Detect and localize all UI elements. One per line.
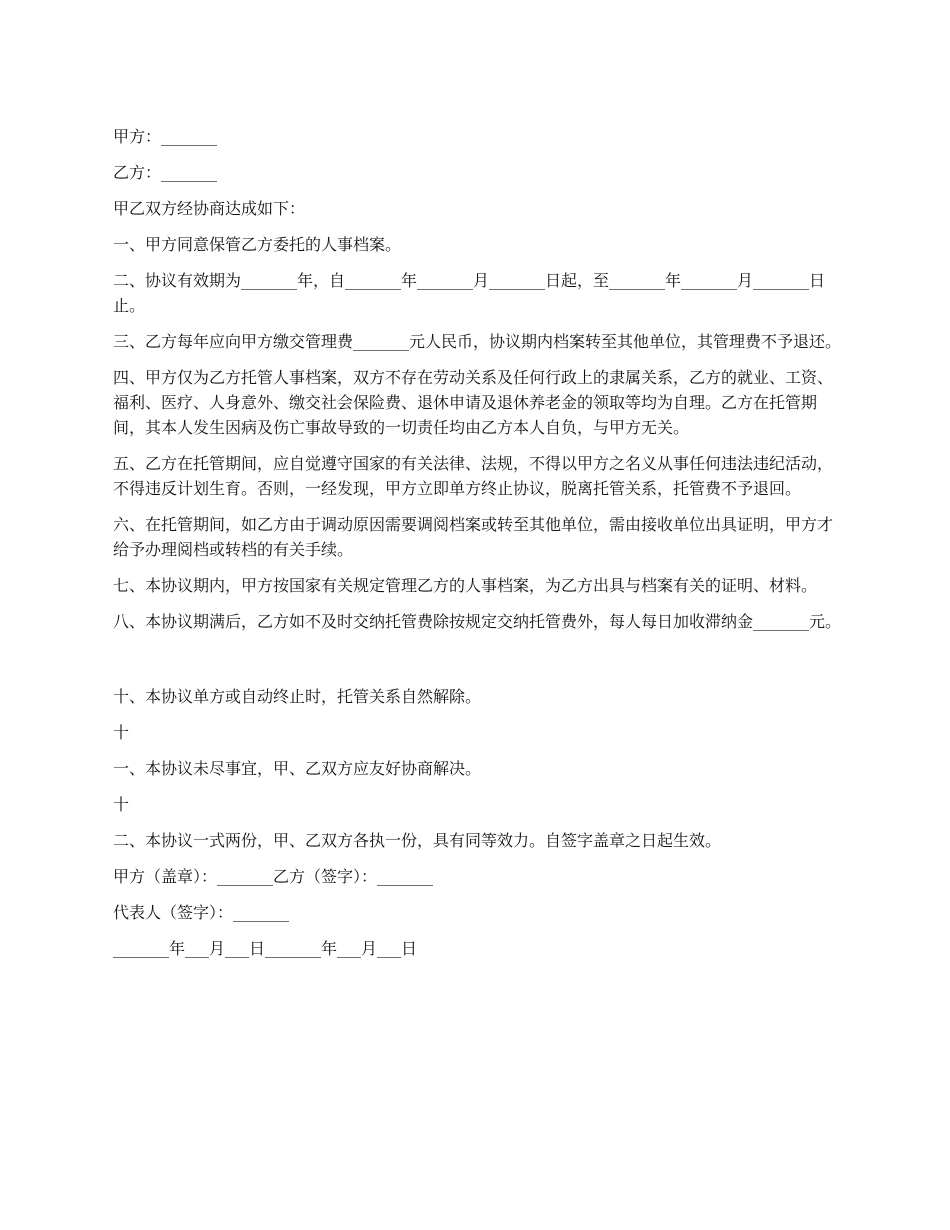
clause-7: 七、本协议期内，甲方按国家有关规定管理乙方的人事档案，为乙方出具与档案有关的证明、材料。 — [113, 576, 818, 595]
blank-gap — [113, 645, 841, 684]
party-a-line: 甲方：_______ — [113, 127, 218, 146]
clause-4: 四、甲方仅为乙方托管人事档案，双方不存在劳动关系及任何行政上的隶属关系，乙方的就业、工资、福利、医疗、人身意外、缴交社会保险费、退休申请及退休养老金的领取等均为自理。乙方在托管期间，其本人发生因病及伤亡事故导致的一切责任均由乙方本人自负，与甲方无关。 — [113, 368, 834, 437]
date-line: _______年___月___日_______年___月___日 — [113, 939, 418, 958]
clause-10: 十、本协议单方或自动终止时，托管关系自然解除。 — [113, 687, 482, 706]
clause-11: 一、本协议未尽事宜，甲、乙双方应友好协商解决。 — [113, 759, 482, 778]
party-b-line: 乙方：_______ — [113, 163, 218, 182]
clause-6: 六、在托管期间，如乙方由于调动原因需要调阅档案或转至其他单位，需由接收单位出具证明，甲方才给予办理阅档或转档的有关手续。 — [113, 515, 834, 559]
clause-2: 二、协议有效期为_______年，自_______年_______月_______日起，至_______年_______月_______日止。 — [113, 271, 826, 315]
signature-line: 甲方（盖章）：_______乙方（签字）：_______ — [113, 867, 434, 886]
clause-3: 三、乙方每年应向甲方缴交管理费_______元人民币，协议期内档案转至其他单位，其管理费不予退还。 — [113, 332, 842, 351]
clause-12: 二、本协议一式两份，甲、乙双方各执一份，具有同等效力。自签字盖章之日起生效。 — [113, 831, 722, 850]
clause-5: 五、乙方在托管期间，应自觉遵守国家的有关法律、法规，不得以甲方之名义从事任何违法违纪活动，不得违反计划生育。否则，一经发现，甲方立即单方终止协议，脱离托管关系，托管费不予退回。 — [113, 454, 834, 498]
agreement-intro: 甲乙双方经协商达成如下： — [113, 199, 306, 218]
clause-8: 八、本协议期满后，乙方如不及时交纳托管费除按规定交纳托管费外，每人每日加收滞纳金_______元。 — [113, 612, 842, 631]
contract-document — [113, 124, 841, 972]
clause-11-prefix: 十 — [113, 723, 130, 742]
clause-1: 一、甲方同意保管乙方委托的人事档案。 — [113, 235, 402, 254]
clause-12-prefix: 十 — [113, 795, 130, 814]
representative-line: 代表人（签字）：_______ — [113, 903, 290, 922]
